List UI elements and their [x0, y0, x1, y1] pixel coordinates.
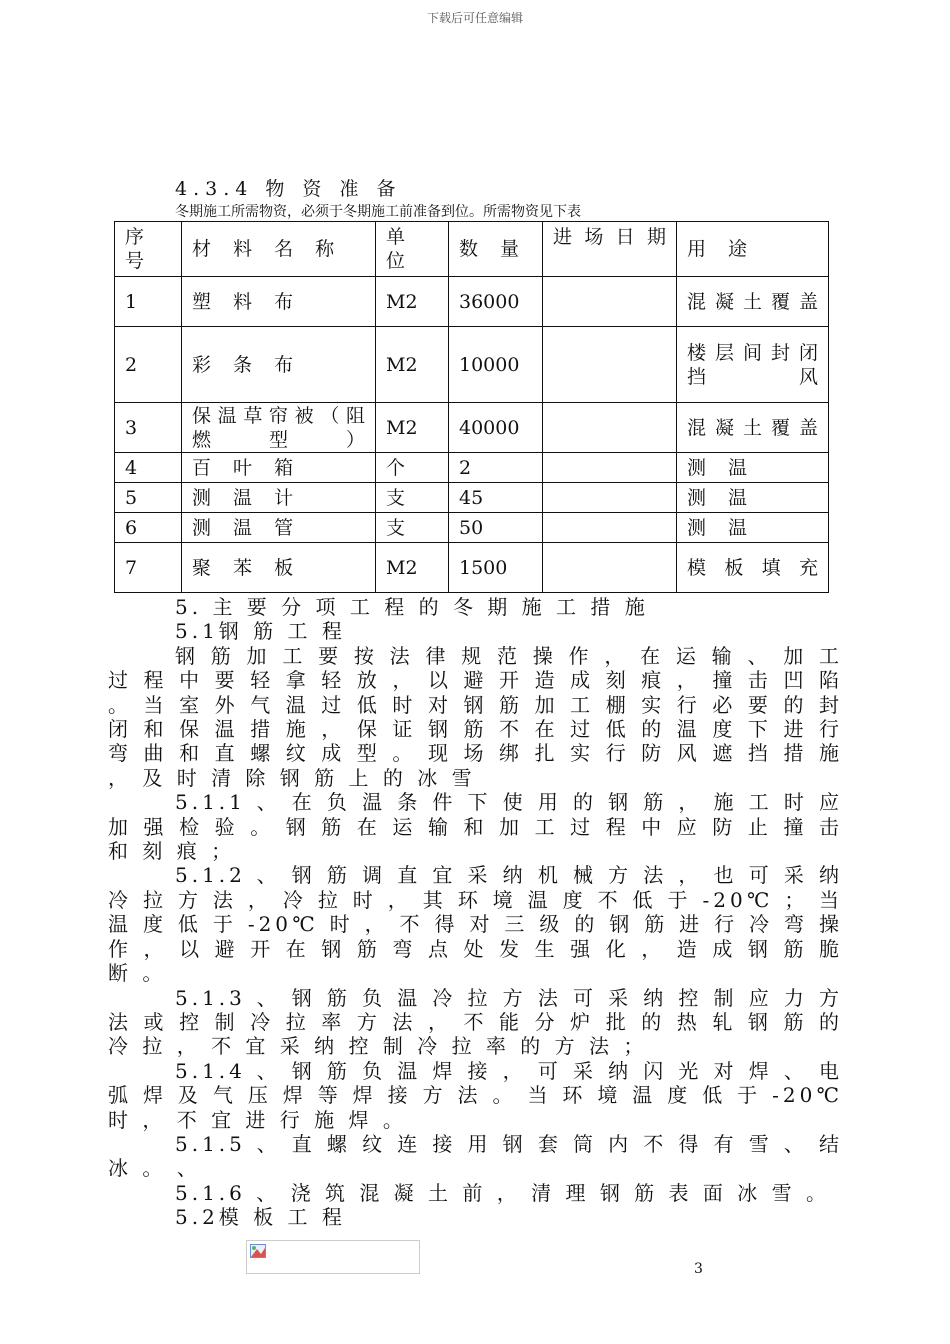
page-header-watermark: 下载后可任意编辑 — [426, 11, 523, 25]
row-name: 百 叶 箱 — [182, 453, 376, 483]
row-use: 混 凝 土 覆 盖 — [677, 403, 829, 453]
row-no: 2 — [115, 327, 182, 403]
row-name: 塑 料 布 — [182, 277, 376, 327]
paragraph: 5.1.5 、 直 螺 纹 连 接 用 钢 套 筒 内 不 得 有 雪 、 结 冰 。 、 — [108, 1131, 843, 1181]
row-date — [543, 513, 677, 543]
table-row — [115, 277, 829, 327]
row-qty: 40000 — [449, 403, 543, 453]
broken-image-placeholder — [246, 1240, 420, 1274]
row-use: 混 凝 土 覆 盖 — [677, 277, 829, 327]
row-qty: 36000 — [449, 277, 543, 327]
row-qty: 45 — [449, 483, 543, 513]
table-row — [115, 483, 829, 513]
row-date — [543, 403, 677, 453]
row-date — [543, 327, 677, 403]
paragraph: 5.1.3 、 钢 筋 负 温 冷 拉 方 法 可 采 纳 控 制 应 力 方 法 或 控 制 冷 拉 率 方 法 ， 不 能 分 炉 批 的 热 轧 钢 筋 的 冷 拉 ， 不 宜 采 纳 控 制 冷 拉 率 的 方 法 ； — [108, 985, 843, 1059]
row-no: 7 — [115, 543, 182, 593]
row-use: 测 温 — [677, 453, 829, 483]
section-5-2-heading: 5.2模 板 工 程 — [175, 1205, 346, 1230]
row-unit: 支 — [376, 513, 449, 543]
header-no: 序号 — [115, 222, 182, 277]
row-qty: 50 — [449, 513, 543, 543]
section-5-heading: 5. 主 要 分 项 工 程 的 冬 期 施 工 措 施 — [175, 595, 649, 619]
row-date — [543, 277, 677, 327]
row-qty: 10000 — [449, 327, 543, 403]
row-name: 彩 条 布 — [182, 327, 376, 403]
header-date: 进 场 日 期 — [543, 222, 677, 277]
row-no: 3 — [115, 403, 182, 453]
header-unit: 单位 — [376, 222, 449, 277]
paragraph: 5.1.2 、 钢 筋 调 直 宜 采 纳 机 械 方 法 ， 也 可 采 纳 冷 拉 方 法 ， 冷 拉 时 ， 其 环 境 温 度 不 低 于 -20℃ ； 当 温 度 低 于 -20℃ 时 ， 不 得 对 三 级 的 钢 筋 进 行 冷 弯 操 作 ， 以 避 开 在 钢 筋 弯 点 处 发 生 强 化 ， 造 成 钢 筋 脆 断 。 — [108, 863, 843, 986]
row-unit: M2 — [376, 543, 449, 593]
row-qty: 2 — [449, 453, 543, 483]
section-intro: 冬期施工所需物资，必须于冬期施工前准备到位。所需物资见下表 — [175, 204, 581, 220]
row-date — [543, 453, 677, 483]
section-5-1-heading: 5.1钢 筋 工 程 — [175, 619, 346, 644]
row-no: 6 — [115, 513, 182, 543]
body-text — [108, 595, 843, 1230]
row-use: 测 温 — [677, 483, 829, 513]
materials-table — [114, 221, 829, 593]
paragraph: 5.1.1 、 在 负 温 条 件 下 使 用 的 钢 筋 ， 施 工 时 应 加 强 检 验 。 钢 筋 在 运 输 和 加 工 过 程 中 应 防 止 撞 击 和 刻 痕 ； — [108, 790, 843, 864]
row-name: 聚 苯 板 — [182, 543, 376, 593]
table-row — [115, 543, 829, 593]
row-unit: M2 — [376, 277, 449, 327]
broken-image-icon — [250, 1244, 266, 1258]
row-name: 测 温 计 — [182, 483, 376, 513]
row-unit: 个 — [376, 453, 449, 483]
table-row — [115, 403, 829, 453]
row-name: 测 温 管 — [182, 513, 376, 543]
table-row — [115, 327, 829, 403]
row-use: 测 温 — [677, 513, 829, 543]
row-date — [543, 483, 677, 513]
header-qty: 数 量 — [449, 222, 543, 277]
header-name: 材 料 名 称 — [182, 222, 376, 277]
table-row — [115, 453, 829, 483]
header-use: 用 途 — [677, 222, 829, 277]
paragraph: 钢 筋 加 工 要 按 法 律 规 范 操 作 ， 在 运 输 、 加 工 过 程 中 要 轻 拿 轻 放 ， 以 避 开 造 成 刻 痕 ， 撞 击 凹 陷 。 当 室 外 气 温 过 低 时 对 钢 筋 加 工 棚 实 行 必 要 的 封 闭 和 保 温 措 施 ， 保 证 钢 筋 不 在 过 低 的 温 度 下 进 行 弯 曲 和 直 螺 纹 成 型 。 现 场 绑 扎 实 行 防 风 遮 挡 措 施 ， 及 时 清 除 钢 筋 上 的 冰 雪 — [108, 643, 843, 790]
row-use: 模 板 填 充 — [677, 543, 829, 593]
row-no: 4 — [115, 453, 182, 483]
row-date — [543, 543, 677, 593]
row-no: 5 — [115, 483, 182, 513]
row-unit: M2 — [376, 403, 449, 453]
table-row — [115, 513, 829, 543]
row-no: 1 — [115, 277, 182, 327]
row-qty: 1500 — [449, 543, 543, 593]
row-unit: 支 — [376, 483, 449, 513]
paragraph: 5.1.6 、 浇 筑 混 凝 土 前 ， 清 理 钢 筋 表 面 冰 雪 。 — [175, 1180, 830, 1205]
paragraph: 5.1.4 、 钢 筋 负 温 焊 接 ， 可 采 纳 闪 光 对 焊 、 电 弧 焊 及 气 压 焊 等 焊 接 方 法 。 当 环 境 温 度 低 于 -20℃ 时 ， 不 宜 进 行 施 焊 。 — [108, 1058, 843, 1132]
row-name: 保 温 草 帘 被 （ 阻 燃 型 ） — [182, 403, 376, 453]
table-header-row — [115, 222, 829, 277]
row-use: 楼 层 间 封 闭 挡 风 — [677, 327, 829, 403]
page-number: 3 — [694, 1261, 703, 1277]
row-unit: M2 — [376, 327, 449, 403]
section-heading: 4.3.4 物 资 准 备 — [175, 178, 402, 200]
